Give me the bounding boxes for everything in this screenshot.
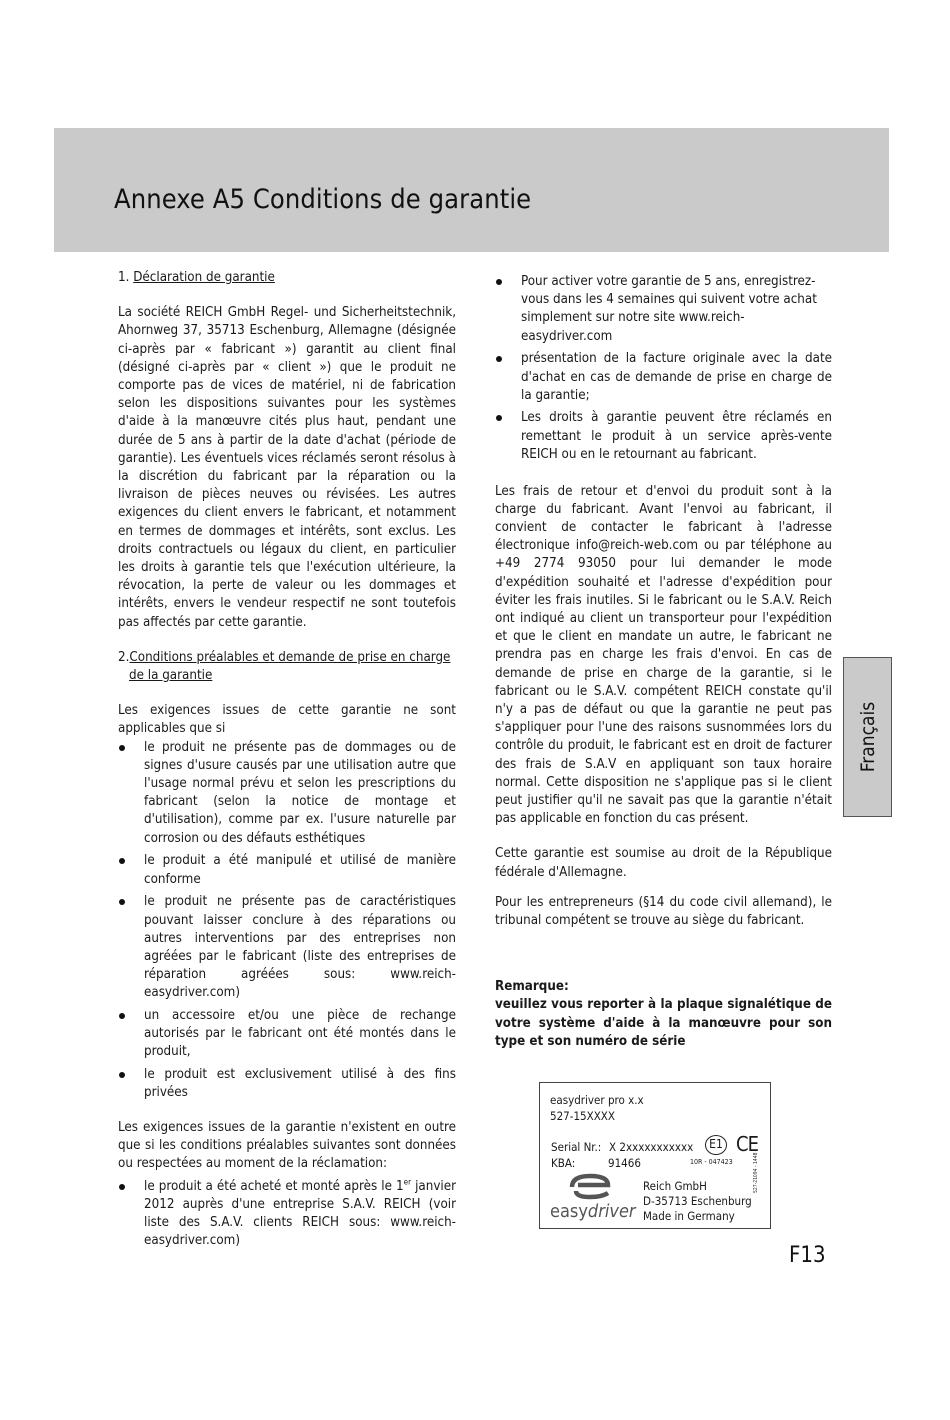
section-2-intro: Les exigences issues de cette garantie ne sont applicables que si — [118, 703, 456, 737]
plate-side-code: 527-21094 - 1448 — [753, 1152, 759, 1193]
section-3-intro: Les exigences issues de la garantie n'existent en outre que si les conditions préalables suivantes sont données ou respectées au moment de la réclamation: — [118, 1120, 456, 1172]
list-item: Pour activer votre garantie de 5 ans, enregistrez-vous dans les 4 semaines qui suivent votre achat simplement sur notre site www.reich-easydriver.com — [495, 273, 832, 346]
right-column — [495, 273, 832, 1051]
language-label: Français — [856, 701, 879, 773]
page-number: F13 — [789, 1243, 826, 1268]
list-item-text: le produit a été acheté et monté après le 1 — [144, 1178, 404, 1194]
language-tab — [843, 657, 892, 817]
list-item: un accessoire et/ou une pièce de rechange autorisés par le fabricant ont été montés dans le produit, — [118, 1007, 456, 1062]
list-item: présentation de la facture originale avec la date d'achat en cas de demande de prise en charge de la garantie; — [495, 350, 832, 405]
company-address: D-35713 Eschenburg — [643, 1194, 752, 1208]
easydriver-logo-icon — [568, 1173, 614, 1201]
e-mark-number: 10R - 047423 — [690, 1158, 733, 1166]
section-2-title: Conditions préalables et demande de prise en charge de la garantie — [129, 649, 451, 684]
serial-value: X 2xxxxxxxxxxx — [609, 1140, 694, 1154]
section-1-heading — [118, 269, 456, 287]
section-1-title: Déclaration de garantie — [133, 270, 275, 285]
list-item: le produit est exclusivement utilisé à des fins privées — [118, 1066, 456, 1102]
type-plate — [539, 1082, 771, 1229]
company-name: Reich GmbH — [643, 1179, 707, 1193]
made-in: Made in Germany — [643, 1209, 735, 1223]
brand-easy: easy — [550, 1201, 588, 1222]
section-2-heading — [118, 649, 456, 685]
list-item — [118, 1178, 456, 1251]
brand-wordmark — [550, 1202, 636, 1222]
section-1-body: La société REICH GmbH Regel- und Sicherheitstechnik, Ahornweg 37, 35713 Eschenburg, Allemagne (désignée ci-après par « fabricant ») garantit au client final (désigné ci-après par « client ») que le produit ne comporte pas de vices de matériel, ni de fabrication selon les dispositions suivantes pour les systèmes d'aide à la manœuvre cités plus haut, pendant une durée de 5 ans à partir de la date d'achat (période de garantie). Les éventuels vices réclamés seront résolus à la discrétion du fabricant par la réparation ou la livraison de pièces neuves ou révisées. Les autres exigences du client envers le fabricant, et notamment en termes de dommages et intérêts, sont exclus. Les droits contractuels ou légaux du client, en particulier les droits à garantie tels que l'exécution ultérieure, la révocation, la perte de valeur ou les dommages et intérêts, envers le vendeur respectif ne sont toutefois pas affectés par cette garantie. — [118, 305, 456, 630]
plate-part-number: 527-15XXXX — [550, 1109, 615, 1123]
prerequisites-list — [118, 1178, 456, 1251]
section-1-number: 1. — [118, 270, 134, 285]
brand-driver: driver — [587, 1201, 636, 1222]
e-mark-label: E1 — [709, 1137, 723, 1151]
conditions-list — [118, 739, 456, 1103]
remark-body: veuillez vous reporter à la plaque signalétique de votre système d'aide à la manœuvre pour son type et son numéro de série — [495, 997, 832, 1049]
header-band — [54, 128, 889, 252]
left-column — [118, 269, 456, 1255]
court-paragraph: Pour les entrepreneurs (§14 du code civil allemand), le tribunal compétent se trouve au siège du fabricant. — [495, 894, 832, 928]
page-title: Annexe A5 Conditions de garantie — [114, 184, 532, 215]
remark-title: Remarque: — [495, 979, 569, 995]
superscript: er — [403, 1177, 412, 1187]
kba-value: 91466 — [608, 1156, 641, 1170]
law-paragraph: Cette garantie est soumise au droit de la République fédérale d'Allemagne. — [495, 846, 832, 880]
shipping-costs-paragraph: Les frais de retour et d'envoi du produit sont à la charge du fabricant. Avant l'envoi au fabricant, il convient de contacter le fabricant à l'adresse électronique info@reich-web.com ou par téléphone au +49 2774 93050 pour lui demander le mode d'expédition souhaité et l'adresse d'expédition pour éviter les frais inutiles. Si le fabricant ou le S.A.V. Reich ont indiqué au client un transporteur pour l'expédition et que le client en mandate un autre, le fabricant ne prendra pas en charge les frais d'envoi. En cas de demande de prise en charge de la garantie, si le fabricant ou le S.A.V. compétent REICH constate qu'il n'y a pas de défaut ou que la garantie ne peut pas s'appliquer pour l'une des raisons susnommées lors du contrôle du produit, le fabricant est en droit de facturer des frais de S.A.V en appliquant son taux horaire normal. Cette disposition ne s'applique pas si le client peut justifier qu'il ne savait pas que la garantie n'était pas applicable en fonction du cas présent. — [495, 483, 832, 827]
e-mark-icon — [705, 1135, 727, 1155]
ce-mark-icon: CE — [736, 1132, 758, 1156]
list-item: le produit ne présente pas de caractéristiques pouvant laisser conclure à des réparations ou autres interventions par des entreprises non agréées par le fabricant (liste des entreprises de réparation agréées sous: www.reich-easydriver.com) — [118, 893, 456, 1002]
list-item: le produit ne présente pas de dommages ou de signes d'usure causés par une utilisation autre que l'usage normal prévu et selon les prescriptions du fabricant (selon la notice de montage et d'utilisation), comme par ex. l'usure naturelle par corrosion ou des défauts esthétiques — [118, 739, 456, 848]
list-item: le produit a été manipulé et utilisé de manière conforme — [118, 852, 456, 888]
kba-label: KBA: — [551, 1156, 576, 1170]
list-item-text: janvier 2012 auprès d'une entreprise S.A.V. REICH (voir liste des S.A.V. clients REICH sous: www.reich-easydriver.com) — [144, 1178, 457, 1249]
activation-list — [495, 273, 832, 464]
section-2-number: 2. — [118, 649, 130, 665]
list-item: Les droits à garantie peuvent être réclamés en remettant le produit à un service après-vente REICH ou en le retournant au fabricant. — [495, 409, 832, 464]
plate-model: easydriver pro x.x — [550, 1093, 644, 1107]
serial-label: Serial Nr.: — [551, 1140, 602, 1154]
